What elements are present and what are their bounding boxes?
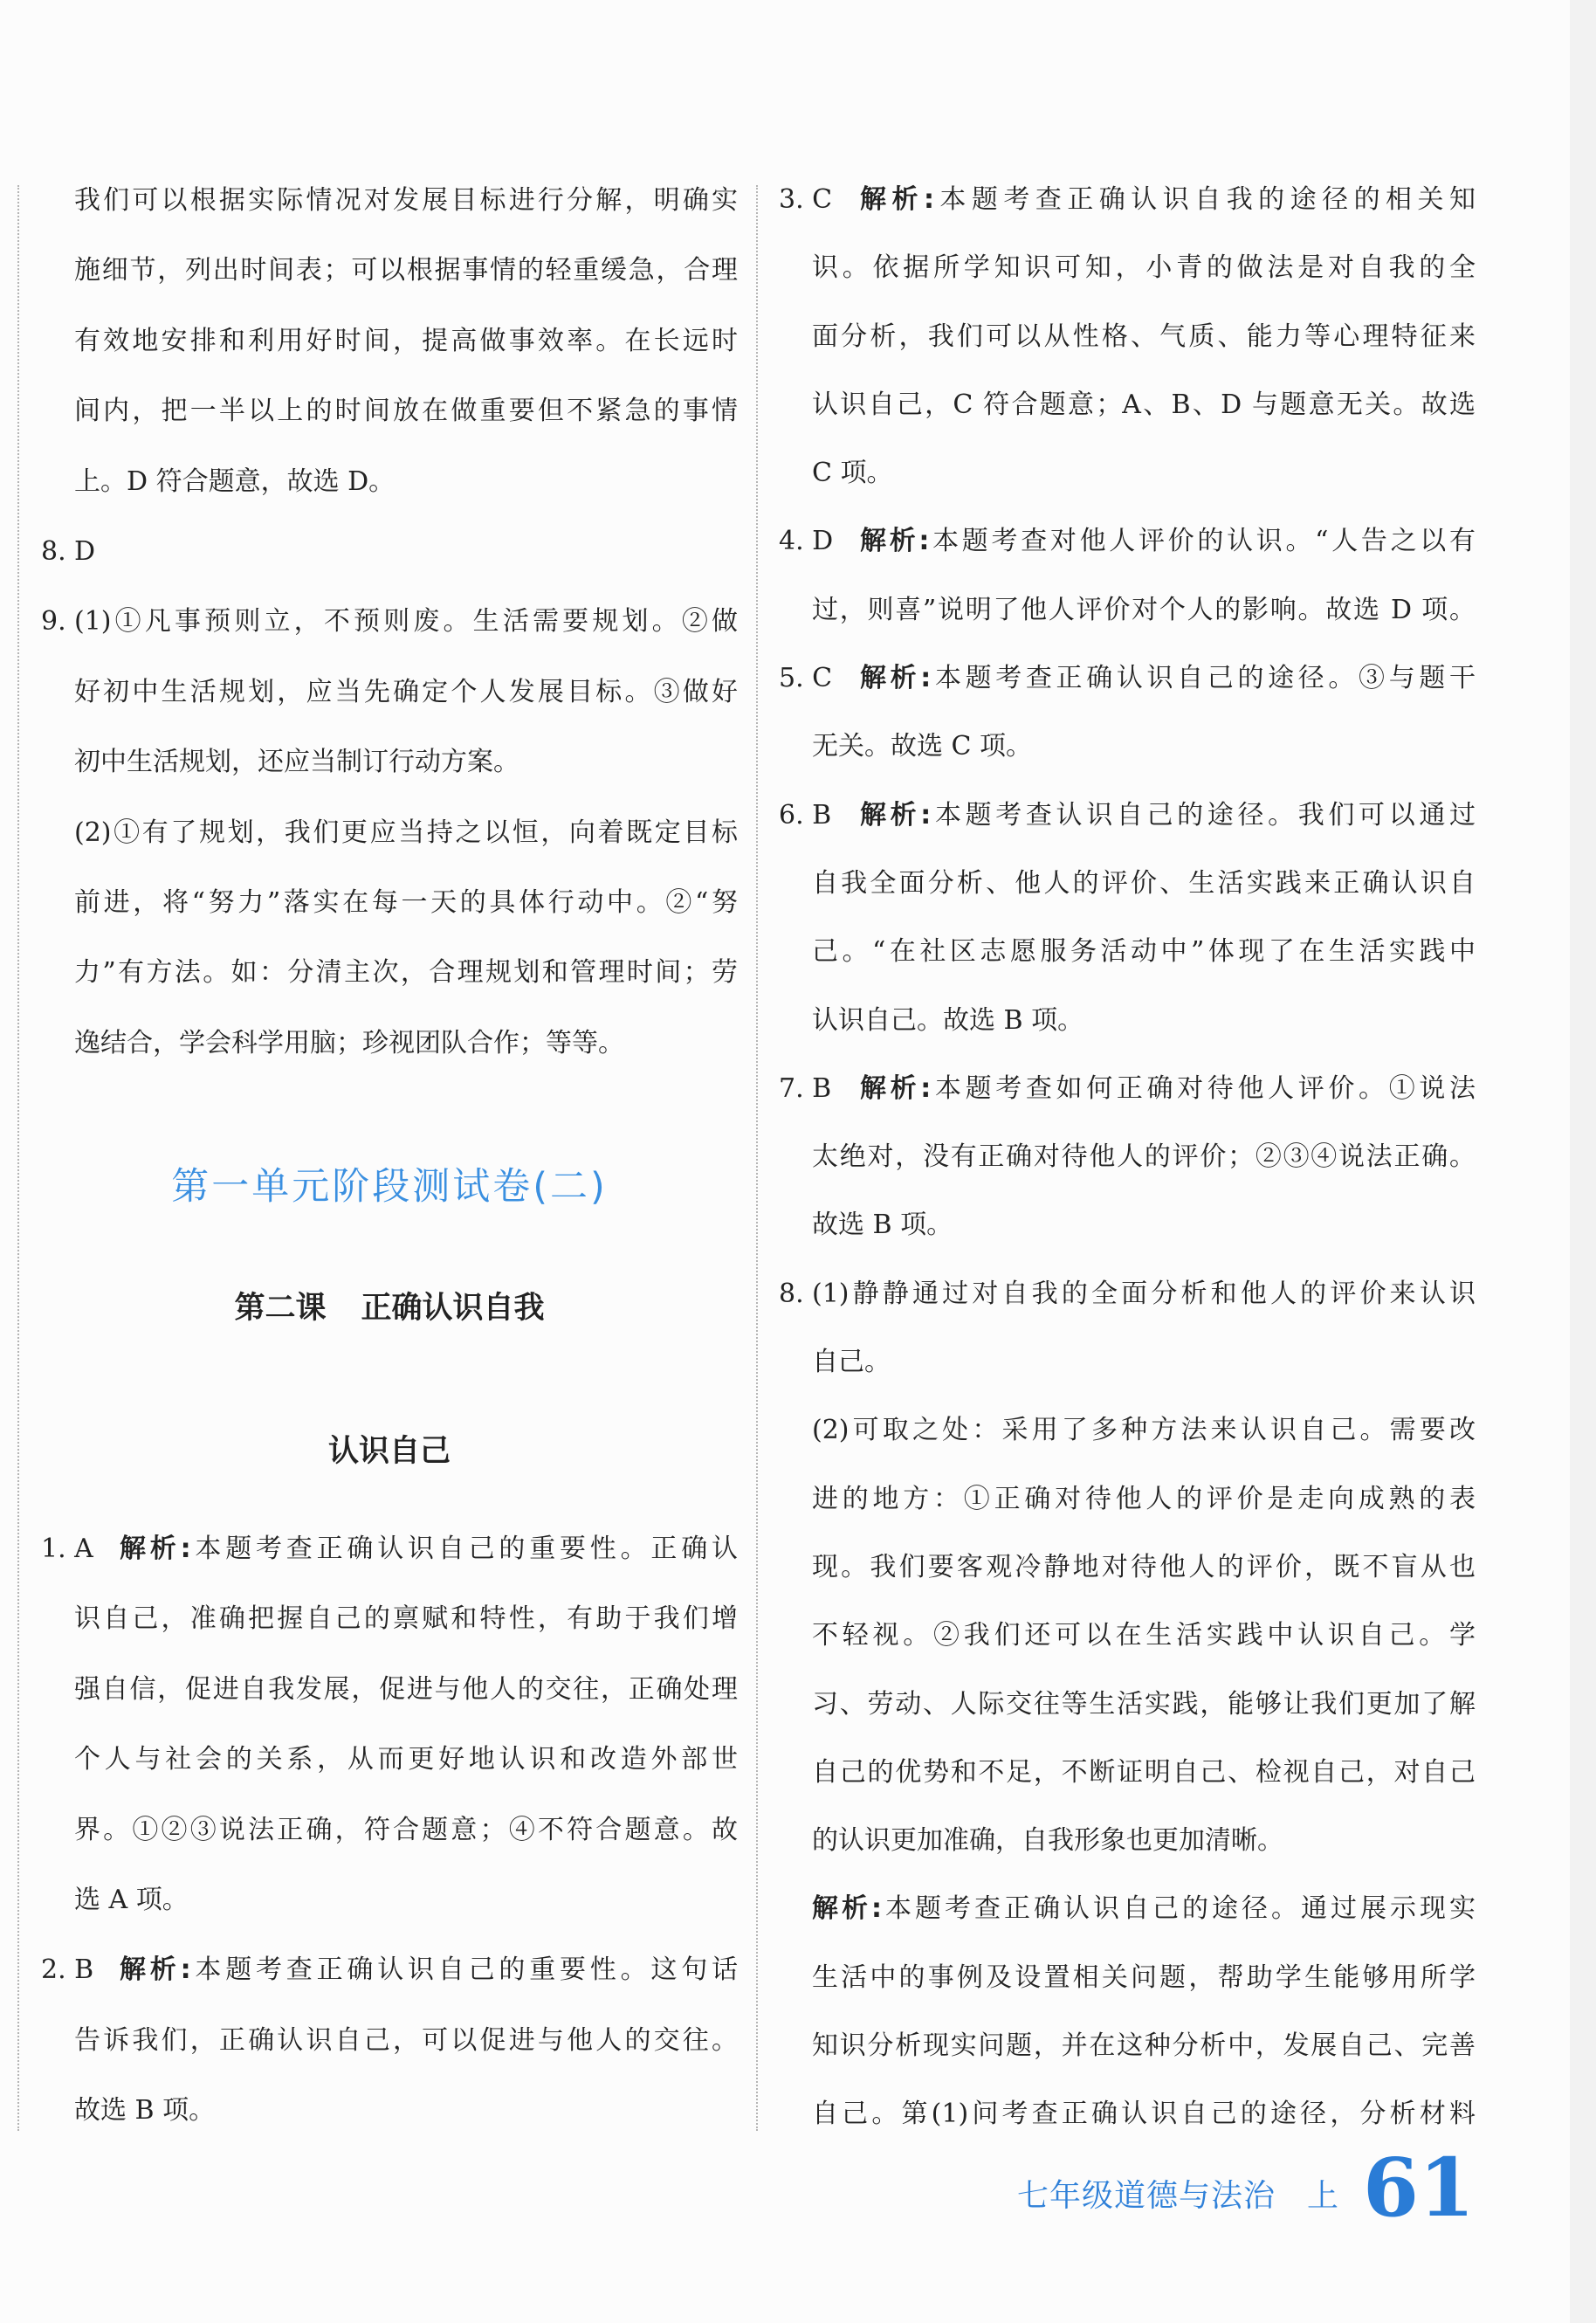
answer-text [860, 166, 1476, 234]
answer-text [812, 1396, 1476, 1465]
answer-text [74, 1796, 738, 1865]
question-number: 1. A [41, 1534, 93, 1564]
answer-text [74, 658, 738, 727]
answer-text-line [779, 1328, 1476, 1396]
answer-text-line [41, 166, 738, 236]
question-number: 4. D [779, 526, 834, 557]
answer-content: 现。我们要客观冷静地对待他人的评价，既不盲从也 [812, 1551, 1476, 1582]
lesson-title: 正确认识自我 [361, 1291, 545, 1326]
answer-text-line [41, 727, 738, 797]
page-number: 61 [1363, 2140, 1476, 2235]
answer-content: 本题考查正确认识自己的重要性。这句话 [190, 1954, 739, 1986]
answer-content: (2)①有了规划，我们更应当持之以恒，向着既定目标 [74, 817, 738, 848]
answer-text [860, 645, 1476, 713]
answer-content: 力”有方法。如：分清主次，合理规划和管理时间；劳 [74, 957, 738, 989]
answer-text-line [779, 918, 1476, 986]
answer-text-line [779, 234, 1476, 302]
answer-content: 知识分析现实问题，并在这种分析中，发展自己、完善 [812, 2030, 1476, 2062]
question-number: 6. B [779, 799, 832, 831]
question-number: 5. C [779, 663, 833, 694]
answer-content: 习、劳动、人际交往等生活实践，能够让我们更加了解 [812, 1688, 1476, 1720]
answer-text-line [779, 1671, 1476, 1739]
answer-content: 我们可以根据实际情况对发展目标进行分解，明确实 [74, 185, 738, 216]
answer-content: 自己。 [812, 1347, 891, 1378]
answer-text-line [779, 850, 1476, 918]
answer-content: 本题考查正确认识自我的途径的相关知 [933, 184, 1476, 215]
analysis-label: 解析: [860, 1072, 932, 1104]
answer-text [74, 587, 738, 657]
answer-content: 认识自己，C 符合题意；A、B、D 与题意无关。故选 [812, 389, 1476, 420]
answer-text [120, 1935, 738, 2005]
answer-content: 故选 B 项。 [74, 2095, 216, 2127]
answer-text [74, 1584, 738, 1654]
answer-content: 面分析，我们可以从性格、气质、能力等心理特征来 [812, 321, 1476, 352]
book-title: 七年级道德与法治 [1017, 2178, 1276, 2214]
answer-text [74, 868, 738, 938]
answer-content: 本题考查对他人评价的认识。“人告之以有 [929, 526, 1476, 557]
answer-text [812, 918, 1476, 986]
page-footer [1017, 2140, 1476, 2235]
answer-text-line [779, 713, 1476, 781]
answer-text-line [779, 1534, 1476, 1602]
answer-text [74, 1655, 738, 1725]
answer-item-line [779, 507, 1476, 576]
answer-text [812, 303, 1476, 371]
analysis-label: 解析: [120, 1954, 191, 1986]
answer-text [812, 987, 1476, 1055]
answer-content: 自己的优势和不足，不断证明自己、检视自己，对自己 [812, 1756, 1476, 1788]
answer-content: 初中生活规划，还应当制订行动方案。 [74, 747, 519, 778]
question-number: 8. [41, 535, 66, 567]
answer-text [74, 517, 738, 587]
answer-content: 太绝对，没有正确对待他人的评价；②③④说法正确。 [812, 1141, 1476, 1173]
answer-content: 本题考查正确认识自己的途径。通过展示现实 [882, 1893, 1476, 1925]
answer-text [74, 447, 738, 517]
answer-text [812, 576, 1476, 645]
left-margin-dotted-rule [17, 185, 19, 2131]
answer-text [74, 1009, 738, 1079]
answer-text-line [779, 1465, 1476, 1534]
answer-content: 界。①②③说法正确，符合题意；④不符合题意。故 [74, 1814, 738, 1845]
answer-text [812, 439, 1476, 507]
answer-text [812, 1875, 1476, 1943]
answer-text-line [41, 1584, 738, 1654]
answer-text-line [779, 439, 1476, 507]
answer-item-line [41, 517, 738, 587]
answer-text [812, 371, 1476, 439]
answer-text [74, 307, 738, 376]
answer-text-line [41, 798, 738, 868]
volume-label: 上 [1307, 2178, 1339, 2214]
answer-content: 间内，把一半以上的时间放在做重要但不紧急的事情 [74, 396, 738, 427]
answer-content: 己。“在社区志愿服务活动中”体现了在生活实践中 [812, 936, 1476, 968]
answer-text [812, 1260, 1476, 1328]
analysis-label: 解析: [860, 663, 932, 694]
analysis-label: 解析: [860, 184, 934, 215]
answer-text-line [41, 938, 738, 1008]
answer-text-line [779, 1739, 1476, 1807]
analysis-label: 解析: [860, 799, 932, 831]
answer-item-line [779, 645, 1476, 713]
section-heading: 认识自己 [327, 1434, 451, 1469]
answer-text [74, 2076, 738, 2146]
answer-text [74, 2006, 738, 2076]
answer-text-line [41, 1725, 738, 1795]
answer-text [120, 1514, 738, 1584]
answer-content: 本题考查认识自己的途径。我们可以通过 [931, 799, 1476, 831]
answer-content: 好初中生活规划，应当先确定个人发展目标。③做好 [74, 676, 738, 707]
lesson-heading [41, 1284, 738, 1327]
answer-text [812, 1328, 1476, 1396]
answer-content: 的认识更加准确，自我形象也更加清晰。 [812, 1825, 1283, 1857]
left-column-answers [41, 1514, 738, 2147]
answer-text-line [779, 1396, 1476, 1465]
answer-text-line [779, 2012, 1476, 2080]
answer-content: 施细节，列出时间表；可以根据事情的轻重缓急，合理 [74, 255, 738, 286]
right-column-answers [779, 166, 1476, 2149]
question-number: 8. [779, 1278, 804, 1309]
answer-content: 故选 B 项。 [812, 1210, 953, 1241]
answer-content: 前进，将“努力”落实在每一天的具体行动中。②“努 [74, 886, 738, 918]
answer-content: 认识自己。故选 B 项。 [812, 1004, 1084, 1036]
answer-text [812, 1671, 1476, 1739]
answer-content: 有效地安排和利用好时间，提高做事效率。在长远时 [74, 325, 738, 356]
answer-text-line [779, 2080, 1476, 2148]
answer-text-line [779, 1944, 1476, 2012]
answer-content: C 项。 [812, 458, 893, 489]
answer-text-line [41, 2076, 738, 2146]
answer-text [74, 727, 738, 797]
answer-text [812, 850, 1476, 918]
answer-text [812, 234, 1476, 302]
answer-content: 告诉我们，正确认识自己，可以促进与他人的交往。 [74, 2024, 738, 2056]
answer-text-line [41, 376, 738, 446]
answer-text-line [41, 447, 738, 517]
answer-text-line [779, 1191, 1476, 1259]
answer-text-line [41, 1655, 738, 1725]
answer-text [812, 1602, 1476, 1670]
answer-content: 上。D 符合题意，故选 D。 [74, 465, 396, 497]
column-divider-dotted-rule [756, 185, 758, 2131]
analysis-label: 解析: [812, 1893, 882, 1925]
answer-content: 本题考查正确认识自己的途径。③与题干 [931, 663, 1476, 694]
answer-content: D [74, 535, 96, 567]
unit-test-title: 第一单元阶段测试卷(二) [171, 1165, 608, 1209]
answer-text-line [41, 2006, 738, 2076]
answer-text-line [41, 868, 738, 938]
answer-content: 逸结合，学会科学用脑；珍视团队合作；等等。 [74, 1027, 624, 1058]
answer-content: (2)可取之处：采用了多种方法来认识自己。需要改 [812, 1415, 1476, 1446]
answer-text-line [779, 371, 1476, 439]
answer-text [74, 798, 738, 868]
answer-text-line [41, 658, 738, 727]
answer-text [860, 1055, 1476, 1123]
answer-content: 生活中的事例及设置相关问题，帮助学生能够用所学 [812, 1961, 1476, 1993]
answer-text [860, 507, 1476, 576]
answer-content: 强自信，促进自我发展，促进与他人的交往，正确处理 [74, 1673, 738, 1705]
answer-text [812, 1944, 1476, 2012]
answer-content: 进的地方：①正确对待他人的评价是走向成熟的表 [812, 1483, 1476, 1514]
answer-content: (1)①凡事预则立，不预则废。生活需要规划。②做 [74, 606, 738, 638]
answer-text [812, 2012, 1476, 2080]
answer-text [74, 938, 738, 1008]
answer-text-line [779, 1875, 1476, 1943]
answer-content: 个人与社会的关系，从而更好地认识和改造外部世 [74, 1744, 738, 1775]
answer-content: 不轻视。②我们还可以在生活实践中认识自己。学 [812, 1620, 1476, 1651]
answer-content: (1)静静通过对自我的全面分析和他人的评价来认识 [812, 1278, 1476, 1309]
answer-text-line [41, 236, 738, 306]
answer-text-line [779, 1123, 1476, 1191]
answer-content: 选 A 项。 [74, 1884, 189, 1915]
answer-item-line [41, 1514, 738, 1584]
answer-text [812, 1191, 1476, 1259]
answer-text [74, 236, 738, 306]
answer-text-line [779, 987, 1476, 1055]
answer-content: 识。依据所学知识可知，小青的做法是对自我的全 [812, 252, 1476, 284]
answer-content: 自我全面分析、他人的评价、生活实践来正确认识自 [812, 867, 1476, 899]
answer-text [812, 1534, 1476, 1602]
analysis-label: 解析: [860, 526, 930, 557]
answer-content: 本题考查如何正确对待他人评价。①说法 [931, 1072, 1476, 1104]
answer-text [74, 166, 738, 236]
answer-text [74, 376, 738, 446]
answer-content: 无关。故选 C 项。 [812, 731, 1033, 762]
answer-content: 本题考查正确认识自己的重要性。正确认 [190, 1534, 739, 1564]
question-number: 3. C [779, 184, 833, 215]
answer-item-line [779, 1260, 1476, 1328]
question-number: 9. [41, 606, 66, 638]
answer-text [812, 1465, 1476, 1534]
answer-text [860, 782, 1476, 850]
answer-text [74, 1865, 738, 1935]
answer-text-line [779, 576, 1476, 645]
question-number: 7. B [779, 1072, 832, 1104]
page-edge-shadow [1570, 0, 1596, 2323]
left-column-answers-continued [41, 166, 738, 1079]
answer-item-line [41, 1935, 738, 2005]
answer-text [812, 1807, 1476, 1875]
answer-text-line [41, 1796, 738, 1865]
answer-text [812, 1739, 1476, 1807]
answer-item-line [41, 587, 738, 657]
answer-text [812, 1123, 1476, 1191]
answer-text [812, 713, 1476, 781]
answer-text-line [779, 1807, 1476, 1875]
answer-item-line [779, 166, 1476, 234]
answer-text-line [41, 1865, 738, 1935]
answer-text [74, 1725, 738, 1795]
lesson-number: 第二课 [234, 1291, 327, 1326]
analysis-label: 解析: [120, 1534, 191, 1564]
answer-item-line [779, 1055, 1476, 1123]
answer-text-line [779, 1602, 1476, 1670]
answer-text-line [779, 303, 1476, 371]
answer-text [812, 2080, 1476, 2148]
answer-content: 过，则喜”说明了他人评价对个人的影响。故选 D 项。 [812, 594, 1476, 625]
question-number: 2. B [41, 1954, 94, 1986]
answer-text-line [41, 307, 738, 376]
answer-content: 自己。第(1)问考查正确认识自己的途径，分析材料 [812, 2099, 1476, 2130]
answer-text-line [41, 1009, 738, 1079]
answer-content: 识自己，准确把握自己的禀赋和特性，有助于我们增 [74, 1603, 738, 1635]
answer-item-line [779, 782, 1476, 850]
